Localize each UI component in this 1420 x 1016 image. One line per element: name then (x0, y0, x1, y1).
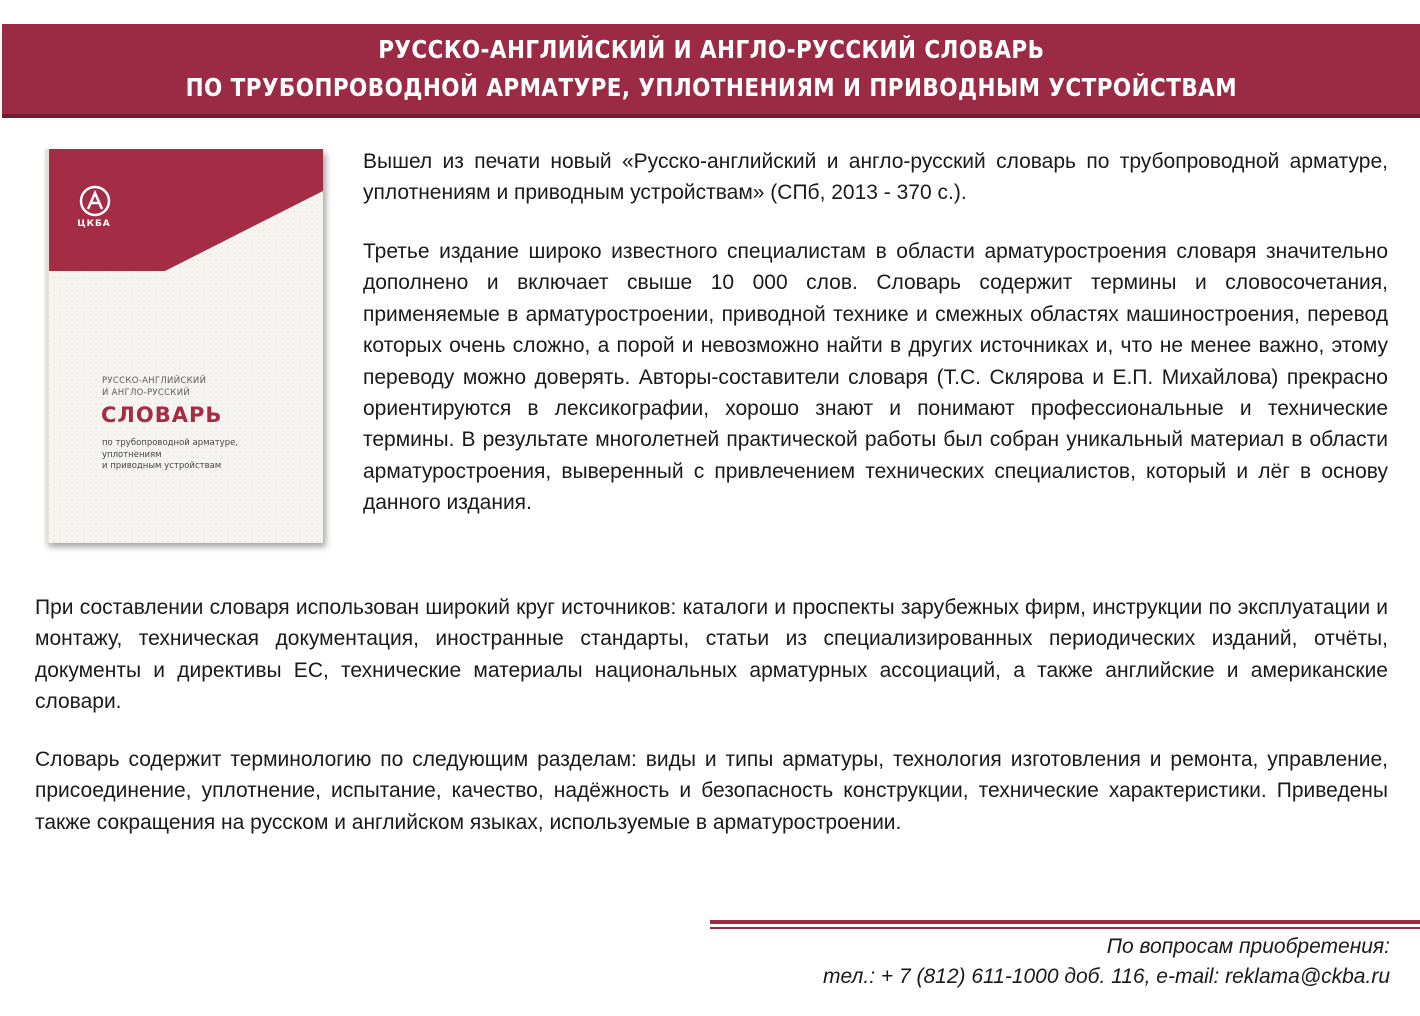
contact-heading: По вопросам приобретения: (1106, 935, 1390, 958)
book-desc-line3: и приводным устройствам (102, 461, 222, 471)
footer-rule-thick (710, 920, 1420, 924)
paragraph-sections: Словарь содержит терминологию по следующим разделам: виды и типы арматуры, технология изготовления и ремонта, управление, присоединение, уплотнение, испытание, качество, надёжность и безопасность конструкции, технические характеристики. Приведены также сокращения на русском и английском языках, используемые в арматуростроении. (35, 748, 1388, 834)
footer-rule-thin (710, 927, 1420, 929)
book-description (102, 438, 312, 473)
page-header (2, 24, 1420, 118)
contact-details: тел.: + 7 (812) 611-1000 доб. 116, e-mail: reklama@ckba.ru (823, 965, 1390, 988)
book-title: СЛОВАРЬ (101, 403, 223, 427)
book-desc-line2: уплотнениям (102, 449, 162, 460)
paragraph-intro: Вышел из печати новый «Русско-английский и англо-русский словарь по трубопроводной арматуре, уплотнениям и приводным устройствам» (СПб, 2013 - 370 с.). (363, 150, 1388, 205)
paragraph-sources: При составлении словаря использован широкий круг источников: каталоги и проспекты зарубежных фирм, инструкции по эксплуатации и монтажу, техническая документация, иностранные стандарты, статьи из специализированных периодических изданий, отчёты, документы и директивы ЕС, технические материалы национальных арматурных ассоциаций, а также английские и американские словари. (35, 596, 1388, 714)
book-subtitle (102, 375, 206, 399)
book-subtitle-line2: И АНГЛО-РУССКИЙ (102, 388, 191, 398)
header-title-line1: РУССКО-АНГЛИЙСКИЙ И АНГЛО-РУССКИЙ СЛОВАРЬ (377, 35, 1045, 64)
ckba-logo-icon (79, 185, 111, 217)
header-title-line2: ПО ТРУБОПРОВОДНОЙ АРМАТУРЕ, УПЛОТНЕНИЯМ И ПРИВОДНЫМ УСТРОЙСТВАМ (185, 73, 1237, 102)
contact-info (823, 932, 1390, 992)
book-cover-image (45, 149, 323, 543)
book-subtitle-line1: РУССКО-АНГЛИЙСКИЙ (102, 376, 207, 386)
paragraph-description: Третье издание широко известного специалистам в области арматуростроения словаря значительно дополнено и включает свыше 10 000 слов. Словарь содержит термины и словосочетания, применяемые в арматуростроении, приводной технике и смежных областях машиностроения, перевод которых очень сложно, а порой и невозможно найти в других источниках и, что не менее важно, этому переводу можно доверять. Авторы-составители словаря (Т.С. Склярова и Е.П. Михайлова) прекрасно ориентируются в лексикографии, хорошо знают и понимают профессиональные и технические термины. В результате многолетней практической работы был собран уникальный материал в области арматуростроения, выверенный с привлечением технических специалистов, который и лёг в основу данного издания. (363, 240, 1388, 515)
book-desc-line1: по трубопроводной арматуре, (102, 438, 239, 448)
book-logo-text: ЦКБА (77, 219, 111, 229)
